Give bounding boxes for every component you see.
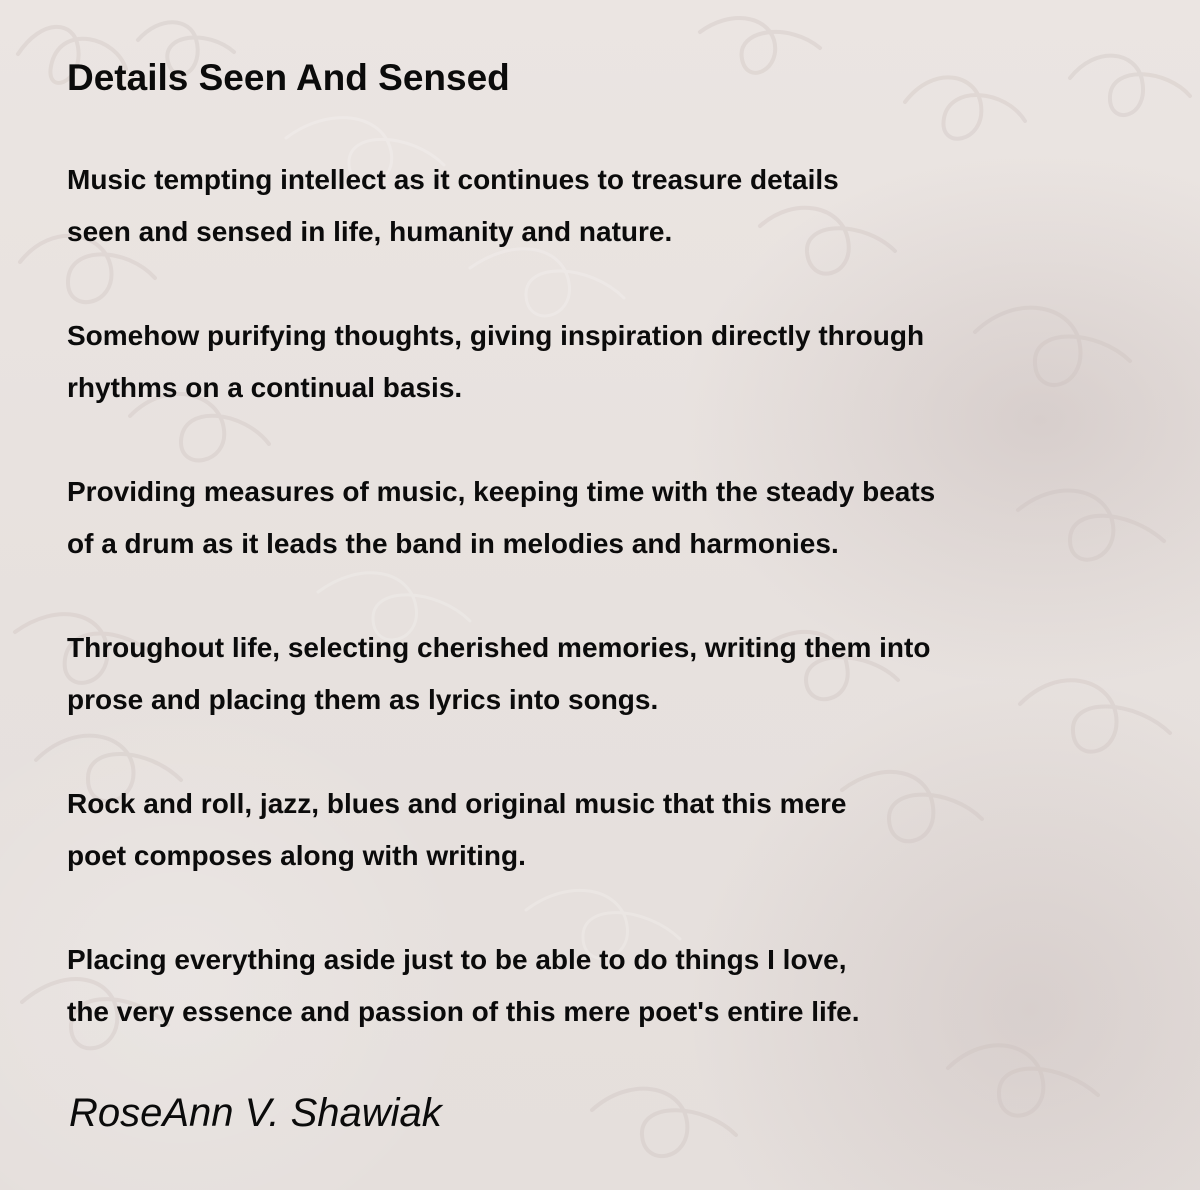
poem-line: the very essence and passion of this mere poet's entire life.	[67, 996, 860, 1027]
poem-title: Details Seen And Sensed	[67, 57, 510, 98]
poem-author: RoseAnn V. Shawiak	[69, 1091, 442, 1135]
stanza	[67, 622, 1117, 726]
stanza	[67, 466, 1117, 570]
stanza	[67, 154, 1117, 258]
poem-line: Rock and roll, jazz, blues and original music that this mere	[67, 788, 847, 819]
stanza	[67, 934, 1117, 1038]
poem-line: Throughout life, selecting cherished memories, writing them into	[67, 632, 931, 663]
poem-line: rhythms on a continual basis.	[67, 372, 463, 403]
poem-line: Music tempting intellect as it continues to treasure details	[67, 164, 839, 195]
poem-line: Providing measures of music, keeping time with the steady beats	[67, 476, 936, 507]
poem-line: Somehow purifying thoughts, giving inspiration directly through	[67, 320, 925, 351]
poem-line: of a drum as it leads the band in melodies and harmonies.	[67, 528, 839, 559]
poem-line: prose and placing them as lyrics into songs.	[67, 684, 659, 715]
stanza	[67, 778, 1117, 882]
stanza	[67, 310, 1117, 414]
poem-line: seen and sensed in life, humanity and nature.	[67, 216, 673, 247]
poem-line: Placing everything aside just to be able to do things I love,	[67, 944, 847, 975]
poem-line: poet composes along with writing.	[67, 840, 526, 871]
poem-body	[67, 154, 1117, 1038]
